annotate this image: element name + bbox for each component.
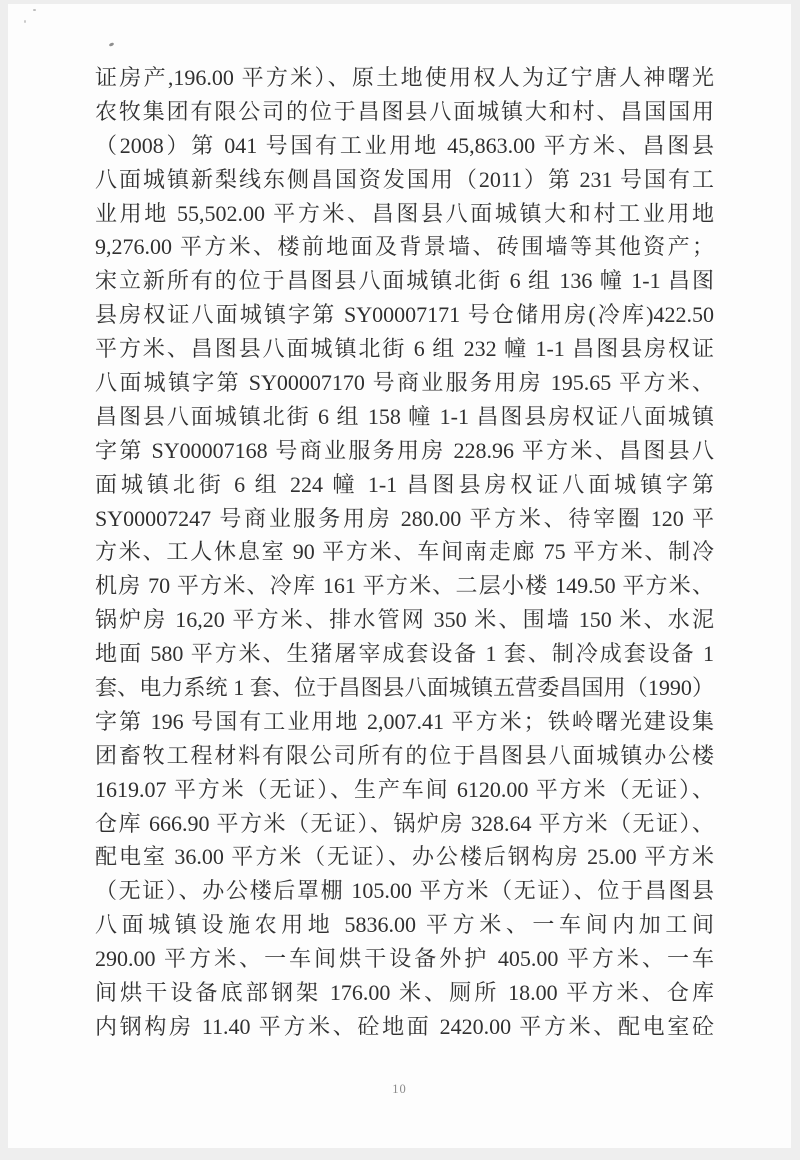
text-line: 县房权证八面城镇字第 SY00007171 号仓储用房(冷库)422.50 (95, 302, 714, 328)
text-line: 字第 SY00007168 号商业服务用房 228.96 平方米、昌图县八 (95, 437, 714, 463)
text-line: 字第 196 号国有工业用地 2,007.41 平方米；铁岭曙光建设集 (95, 708, 714, 734)
text-line: 证房产,196.00 平方米）、原土地使用权人为辽宁唐人神曙光 (95, 65, 714, 90)
text-line: 锅炉房 16,20 平方米、排水管网 350 米、围墙 150 米、水泥 (95, 607, 714, 633)
body-text (95, 61, 714, 1044)
text-line: 八面城镇设施农用地 5836.00 平方米、一车间内加工间 (95, 912, 714, 938)
text-line: 平方米、昌图县八面城镇北街 6 组 232 幢 1-1 昌图县房权证 (95, 336, 714, 362)
text-line: （无证）、办公楼后罩棚 105.00 平方米（无证）、位于昌图县 (95, 878, 714, 904)
text-line: 团畜牧工程材料有限公司所有的位于昌图县八面城镇办公楼 (95, 742, 714, 768)
page-number: 10 (392, 1082, 407, 1096)
text-line: 290.00 平方米、一车间烘干设备外护 405.00 平方米、一车 (95, 946, 714, 972)
text-line: 1619.07 平方米（无证）、生产车间 6120.00 平方米（无证）、 (95, 776, 714, 802)
text-line: 配电室 36.00 平方米（无证）、办公楼后钢构房 25.00 平方米 (95, 844, 714, 870)
text-line: 方米、工人休息室 90 平方米、车间南走廊 75 平方米、制冷 (95, 539, 714, 565)
text-line: （2008）第 041 号国有工业用地 45,863.00 平方米、昌图县 (95, 132, 714, 158)
scan-speck (109, 42, 115, 47)
text-line: 间烘干设备底部钢架 176.00 米、厕所 18.00 平方米、仓库 (95, 980, 714, 1006)
text-line: 套、电力系统 1 套、位于昌图县八面城镇五营委昌国用（1990） (95, 675, 714, 701)
text-line: 业用地 55,502.00 平方米、昌图县八面城镇大和村工业用地 (95, 200, 714, 226)
text-line: 八面城镇字第 SY00007170 号商业服务用房 195.65 平方米、 (95, 370, 714, 396)
text-line: 机房 70 平方米、冷库 161 平方米、二层小楼 149.50 平方米、 (95, 573, 714, 599)
text-line: 昌图县八面城镇北街 6 组 158 幢 1-1 昌图县房权证八面城镇 (95, 403, 714, 429)
scan-speck (33, 9, 36, 11)
scan-speck (24, 20, 26, 23)
text-line: SY00007247 号商业服务用房 280.00 平方米、待宰圈 120 平 (95, 505, 714, 531)
text-line: 面城镇北街 6 组 224 幢 1-1 昌图县房权证八面城镇字第 (95, 471, 714, 497)
text-line: 9,276.00 平方米、楼前地面及背景墙、砖围墙等其他资产； (95, 234, 714, 260)
text-line: 农牧集团有限公司的位于昌图县八面城镇大和村、昌国国用 (95, 98, 714, 124)
document-page (8, 4, 791, 1148)
text-line: 八面城镇新梨线东侧昌国资发国用（2011）第 231 号国有工 (95, 166, 714, 192)
text-line: 地面 580 平方米、生猪屠宰成套设备 1 套、制冷成套设备 1 (95, 641, 714, 667)
text-line: 内钢构房 11.40 平方米、砼地面 2420.00 平方米、配电室砼 (95, 1013, 714, 1039)
text-line: 仓库 666.90 平方米（无证）、锅炉房 328.64 平方米（无证）、 (95, 810, 714, 836)
text-line: 宋立新所有的位于昌图县八面城镇北街 6 组 136 幢 1-1 昌图 (95, 268, 714, 294)
